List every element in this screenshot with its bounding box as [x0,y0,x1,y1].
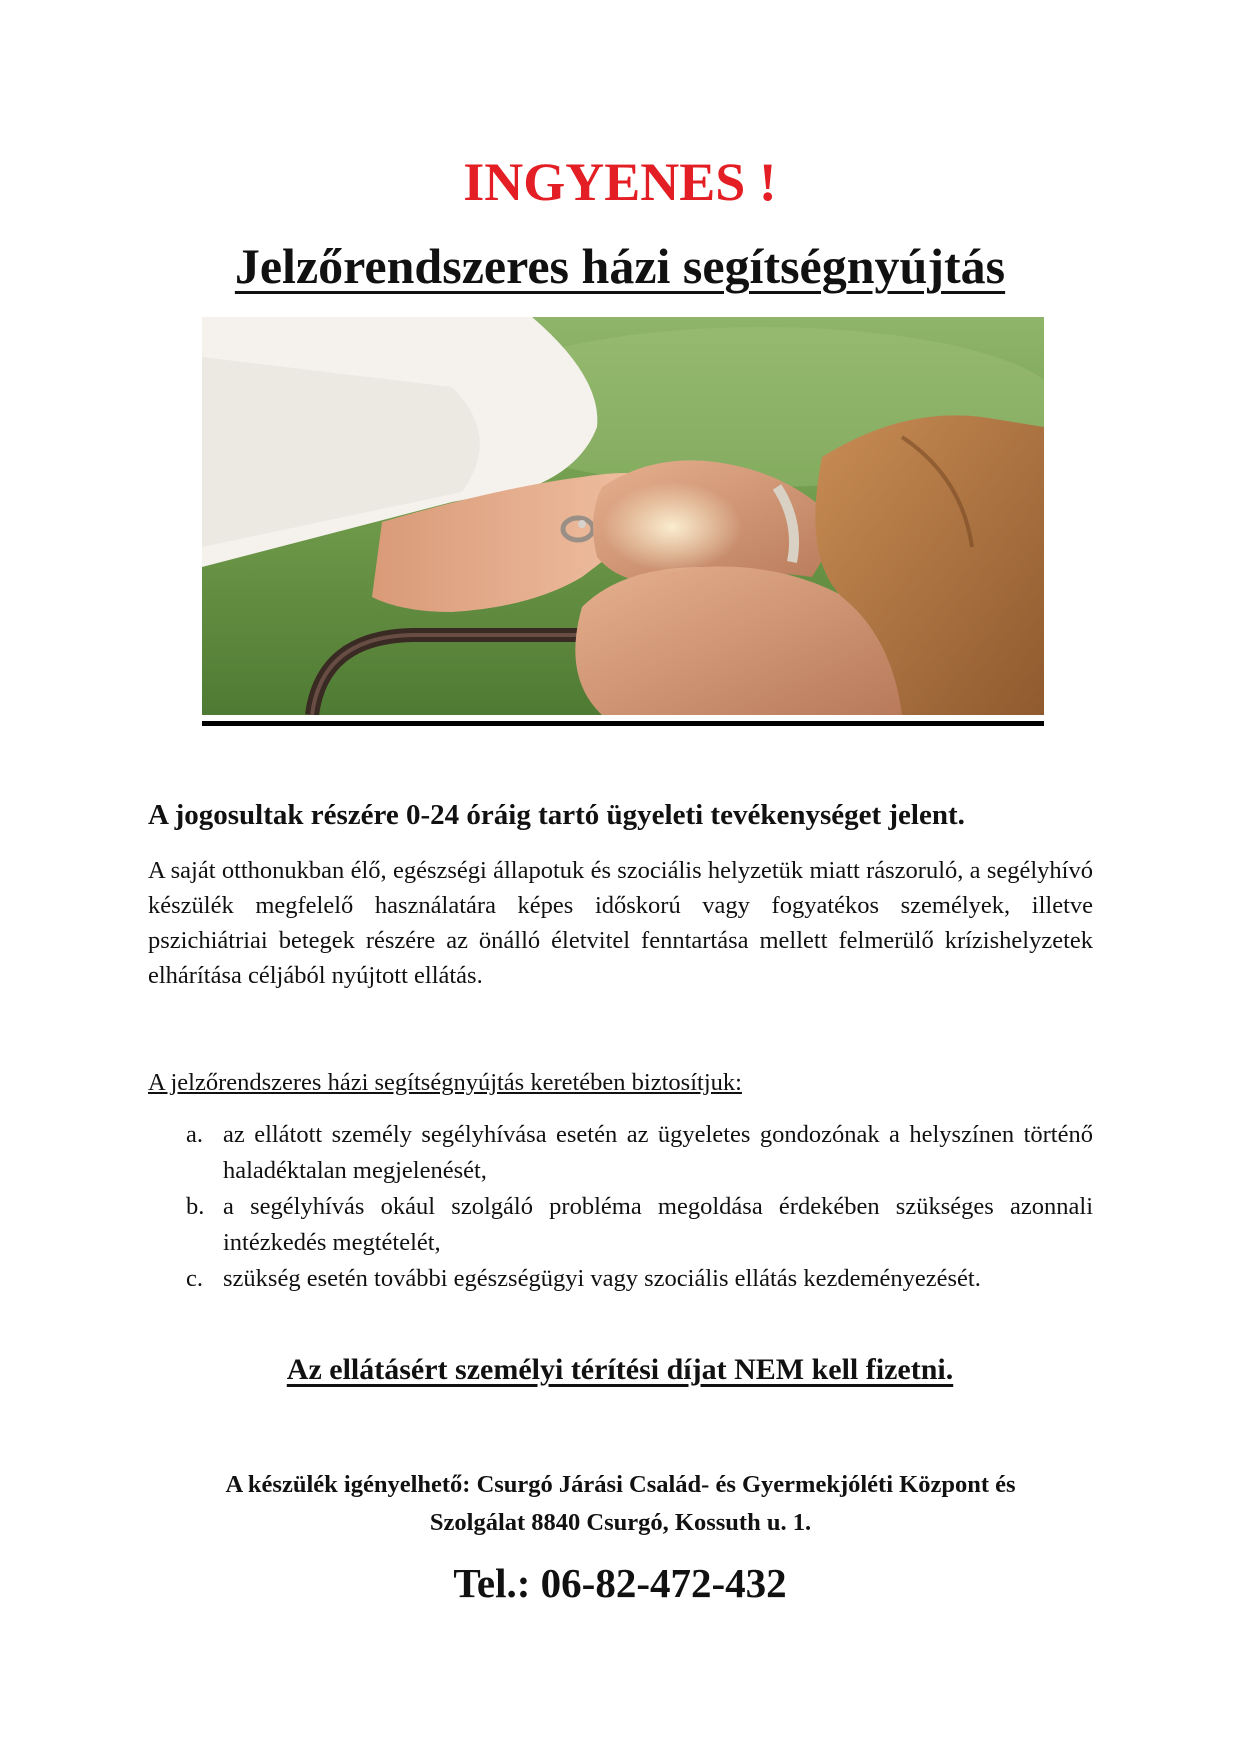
list-item-text: a segélyhívás okául szolgáló probléma megoldása érdekében szükséges azonnali intézkedés megtételét, [223,1193,1093,1256]
services-list [148,1117,1093,1297]
list-item-text: az ellátott személy segélyhívása esetén az ügyeletes gondozónak a helyszínen történő haladéktalan megjelenését, [223,1121,1093,1184]
contact-line-2: Szolgálat 8840 Csurgó, Kossuth u. 1. [429,1509,812,1536]
free-headline: INGYENES ! [463,152,777,212]
photo-divider [202,721,1044,726]
fee-notice: Az ellátásért személyi térítési díjat NEM kell fizetni. [286,1353,954,1386]
list-marker: c. [186,1265,203,1292]
list-item-text: szükség esetén további egészségügyi vagy szociális ellátás kezdeményezését. [223,1265,981,1292]
list-item [148,1189,1093,1261]
contact-line-1: A készülék igényelhető: Csurgó Járási Család- és Gyermekjóléti Központ és [225,1471,1016,1498]
list-marker: a. [186,1121,203,1148]
service-description: A saját otthonukban élő, egészségi állapotuk és szociális helyzetük miatt rászoruló, a segélyhívó készülék megfelelő használatára képes időskorú vagy fogyatékos személyek, illetve pszichiátriai betegek részére az önálló életvitel fenntartása mellett felmerülő krízishelyzetek elhárítása céljából nyújtott ellátás. [148,857,1093,989]
phone-number: Tel.: 06-82-472-432 [453,1560,787,1606]
list-item [148,1117,1093,1189]
contact-address [148,1466,1093,1542]
list-marker: b. [186,1193,205,1220]
hands-holding-photo [202,317,1044,715]
list-item [148,1261,1093,1297]
services-heading: A jelzőrendszeres házi segítségnyújtás keretében biztosítjuk: [148,1069,742,1096]
page-title: Jelzőrendszeres házi segítségnyújtás [234,238,1006,294]
service-summary: A jogosultak részére 0-24 óráig tartó ügyeleti tevékenységet jelent. [148,799,965,831]
